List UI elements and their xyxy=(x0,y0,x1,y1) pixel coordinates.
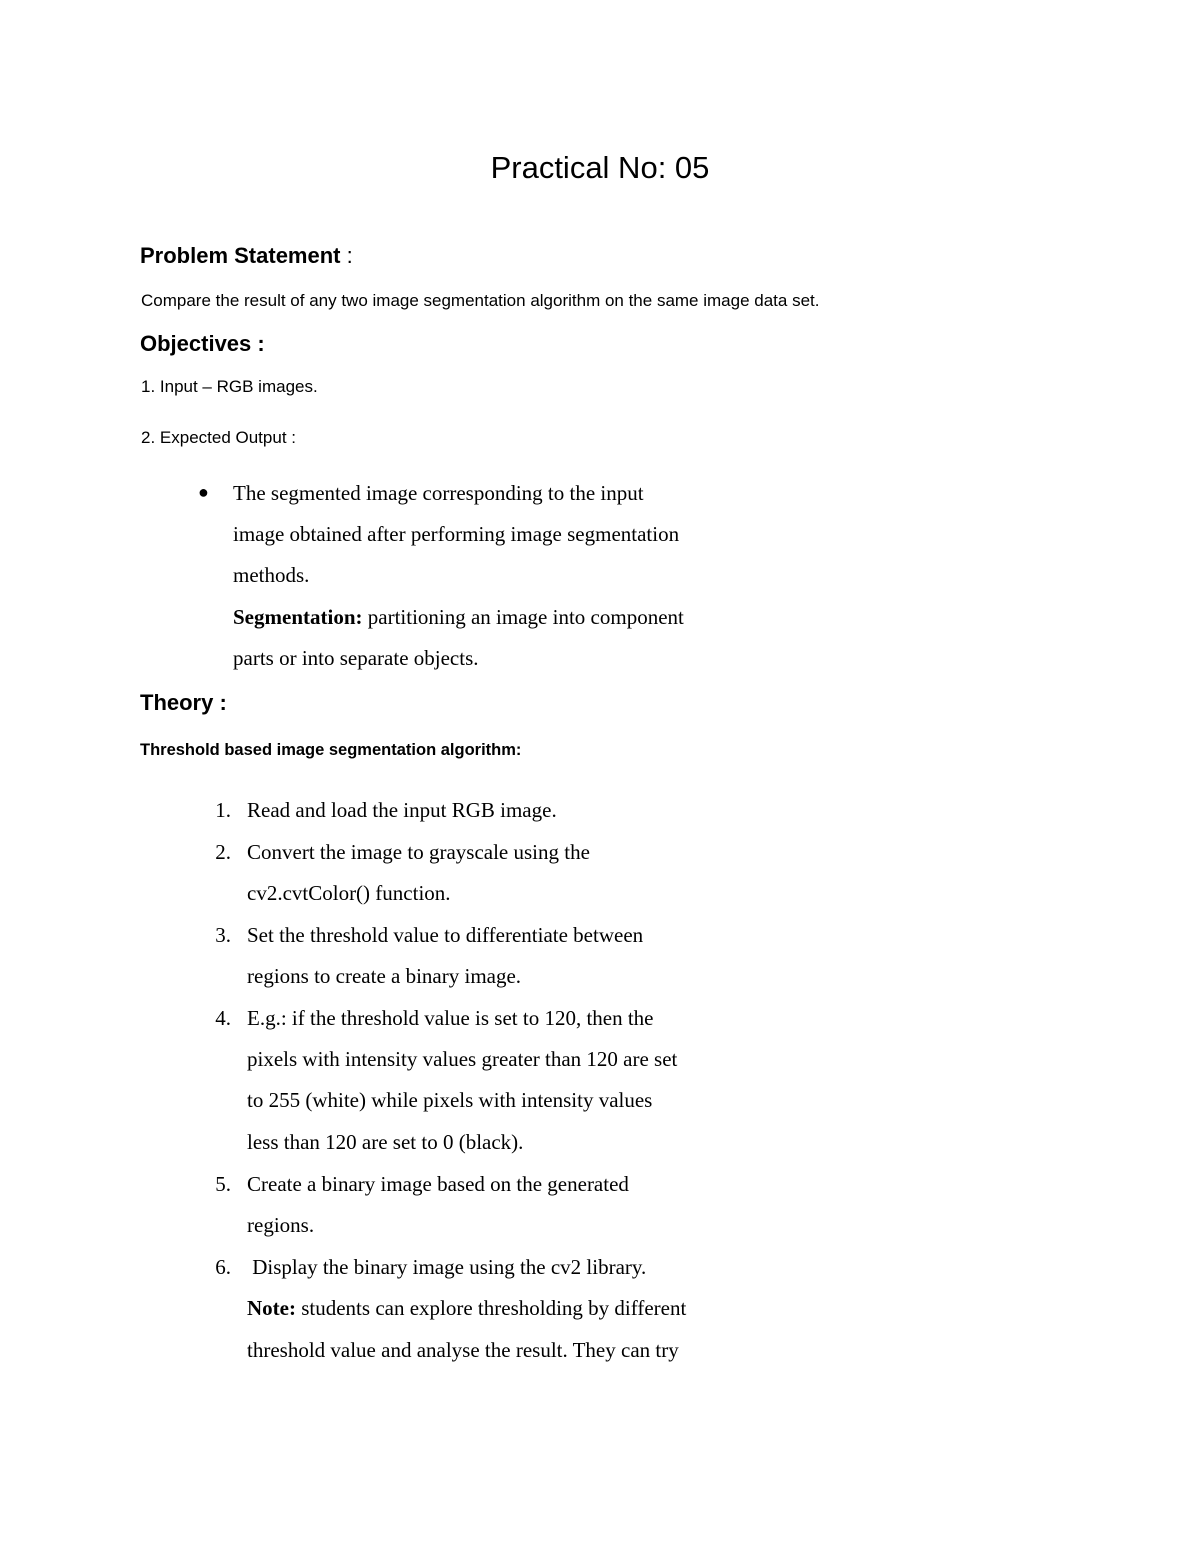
step-line: to 255 (white) while pixels with intensity values xyxy=(247,1088,653,1112)
step-number: 6. xyxy=(215,1255,231,1279)
step-line: Read and load the input RGB image. xyxy=(247,798,557,822)
step-line: E.g.: if the threshold value is set to 120, then the xyxy=(247,1006,654,1030)
step-line: regions to create a binary image. xyxy=(247,964,522,988)
step-line: Set the threshold value to differentiate between xyxy=(247,923,644,947)
problem-statement-heading-text: Problem Statement xyxy=(140,243,341,268)
step-number: 1. xyxy=(215,798,231,822)
problem-statement-text: Compare the result of any two image segmentation algorithm on the same image data set. xyxy=(141,291,820,310)
theory-heading: Theory : xyxy=(140,690,227,715)
objective-item-input: 1. Input – RGB images. xyxy=(141,377,318,396)
step-line: Create a binary image based on the generated xyxy=(247,1172,629,1196)
segmentation-definition xyxy=(233,605,684,630)
bullet-dot-icon: ● xyxy=(198,482,209,502)
step-line: Display the binary image using the cv2 library. xyxy=(247,1255,647,1279)
note-line-2: threshold value and analyse the result. They can try xyxy=(247,1338,679,1362)
page-title: Practical No: 05 xyxy=(490,150,710,185)
step-line: regions. xyxy=(247,1213,315,1237)
theory-subheading: Threshold based image segmentation algorithm: xyxy=(140,741,522,759)
step-line: pixels with intensity values greater than 120 are set xyxy=(247,1047,678,1071)
bullet-line-3: methods. xyxy=(233,563,310,587)
step-number: 2. xyxy=(215,840,231,864)
step-number: 4. xyxy=(215,1006,231,1030)
step-line: Convert the image to grayscale using the xyxy=(247,840,590,864)
objective-item-expected-output: 2. Expected Output : xyxy=(141,428,296,447)
step-line: less than 120 are set to 0 (black). xyxy=(247,1130,524,1154)
note-line-1 xyxy=(247,1296,686,1321)
step-number: 3. xyxy=(215,923,231,947)
note-term: Note: xyxy=(247,1296,296,1320)
problem-statement-heading xyxy=(140,243,353,269)
bullet-line-1: The segmented image corresponding to the input xyxy=(233,481,644,505)
segmentation-term: Segmentation: xyxy=(233,605,363,629)
problem-statement-colon: : xyxy=(346,243,353,268)
bullet-line-2: image obtained after performing image segmentation xyxy=(233,522,680,546)
objectives-heading: Objectives : xyxy=(140,331,265,356)
segmentation-definition-line-2: parts or into separate objects. xyxy=(233,646,479,670)
note-text: students can explore thresholding by different xyxy=(295,1296,687,1320)
step-line: cv2.cvtColor() function. xyxy=(247,881,451,905)
step-number: 5. xyxy=(215,1172,231,1196)
segmentation-definition-text: partitioning an image into component xyxy=(362,605,684,629)
